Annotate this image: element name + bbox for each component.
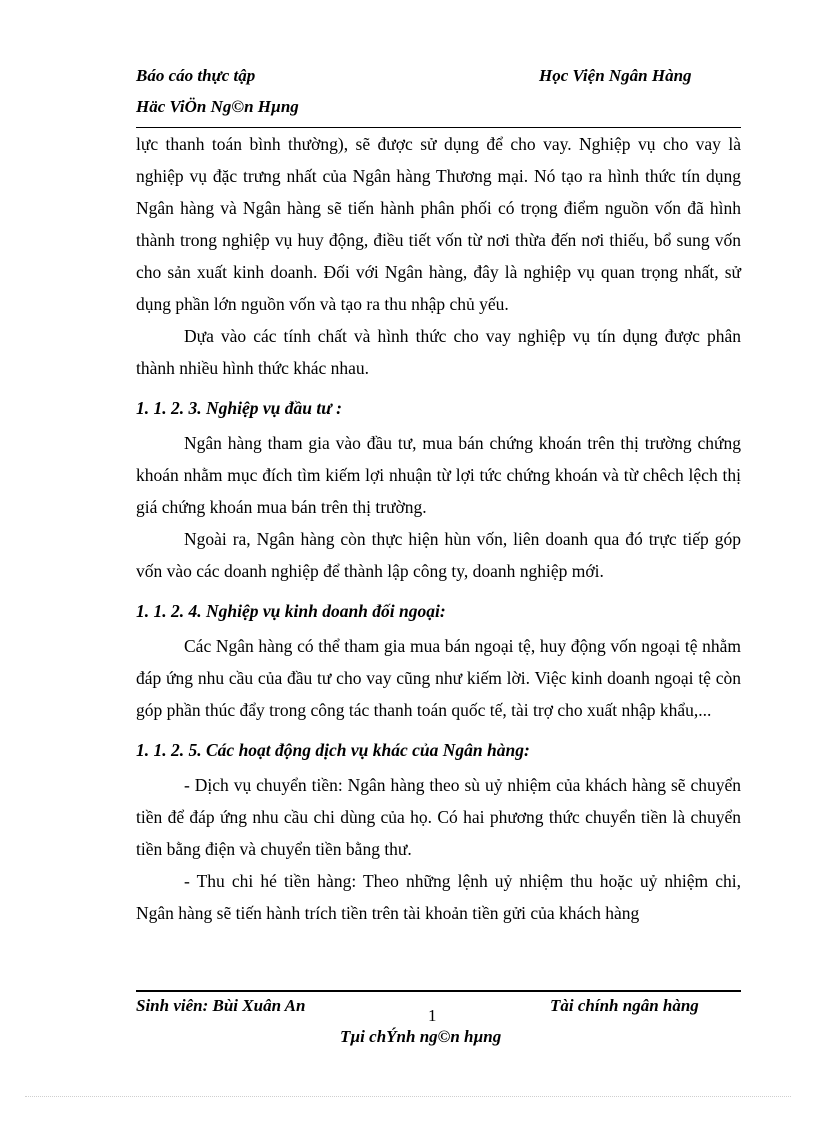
header-title-left: Báo cáo thực tập [136, 66, 256, 85]
paragraph: lực thanh toán bình thường), sẽ được sử dụng để cho vay. Nghiệp vụ cho vay là nghiệp vụ đặc trưng nhất của Ngân hàng Thương mại. Nó tạo ra hình thức tín dụng Ngân hàng và Ngân hàng sẽ tiến hành phân phối có trọng điểm nguồn vốn đã hình thành trong nghiệp vụ huy động, điều tiết vốn từ nơi thừa đến nơi thiếu, bổ sung vốn cho sản xuất kinh doanh. Đối với Ngân hàng, đây là nghiệp vụ quan trọng nhất, sử dụng phần lớn nguồn vốn và tạo ra thu nhập chủ yếu. [136, 134, 741, 314]
page-body [136, 128, 741, 929]
footer-student: Sinh viên: Bùi Xuân An [136, 996, 306, 1015]
footer-rule [136, 990, 741, 992]
section-heading: 1. 1. 2. 3. Nghiệp vụ đầu tư : [136, 398, 342, 418]
page-edge-divider [25, 1096, 791, 1097]
paragraph: - Thu chi hé tiền hàng: Theo những lệnh uỷ nhiệm thu hoặc uỷ nhiệm chi, Ngân hàng sẽ tiến hành trích tiền trên tài khoản tiền gửi của khách hàng [136, 871, 741, 923]
footer-bottom-line: Tµi chÝnh ng©n hµng [340, 1027, 502, 1046]
paragraph: - Dịch vụ chuyển tiền: Ngân hàng theo sù uỷ nhiệm của khách hàng sẽ chuyển tiền để đáp ứng nhu cầu chi dùng của họ. Có hai phương thức chuyển tiền là chuyển tiền bằng điện và chuyển tiền bằng thư. [136, 775, 741, 859]
section-heading: 1. 1. 2. 5. Các hoạt động dịch vụ khác của Ngân hàng: [136, 740, 530, 760]
footer-major: Tài chính ngân hàng [550, 996, 699, 1015]
page-number: 1 [428, 1006, 437, 1025]
paragraph: Ngân hàng tham gia vào đầu tư, mua bán chứng khoán trên thị trường chứng khoán nhằm mục đích tìm kiếm lợi nhuận từ lợi tức chứng khoán và từ chêch lệch thị giá chứng khoán mua bán trên thị trường. [136, 433, 741, 517]
paragraph: Dựa vào các tính chất và hình thức cho vay nghiệp vụ tín dụng được phân thành nhiều hình thức khác nhau. [136, 326, 741, 378]
section-heading: 1. 1. 2. 4. Nghiệp vụ kinh doanh đối ngoại: [136, 601, 446, 621]
header-subtitle: Häc ViÖn Ng©n Hµng [136, 97, 299, 116]
header-title-right: Học Viện Ngân Hàng [539, 66, 692, 85]
paragraph: Ngoài ra, Ngân hàng còn thực hiện hùn vốn, liên doanh qua đó trực tiếp góp vốn vào các doanh nghiệp để thành lập công ty, doanh nghiệp mới. [136, 529, 741, 581]
paragraph: Các Ngân hàng có thể tham gia mua bán ngoại tệ, huy động vốn ngoại tệ nhằm đáp ứng nhu cầu của đầu tư cho vay cũng như kiếm lời. Việc kinh doanh ngoại tệ còn góp phần thúc đẩy trong công tác thanh toán quốc tế, tài trợ cho xuất nhập khẩu,... [136, 636, 741, 720]
